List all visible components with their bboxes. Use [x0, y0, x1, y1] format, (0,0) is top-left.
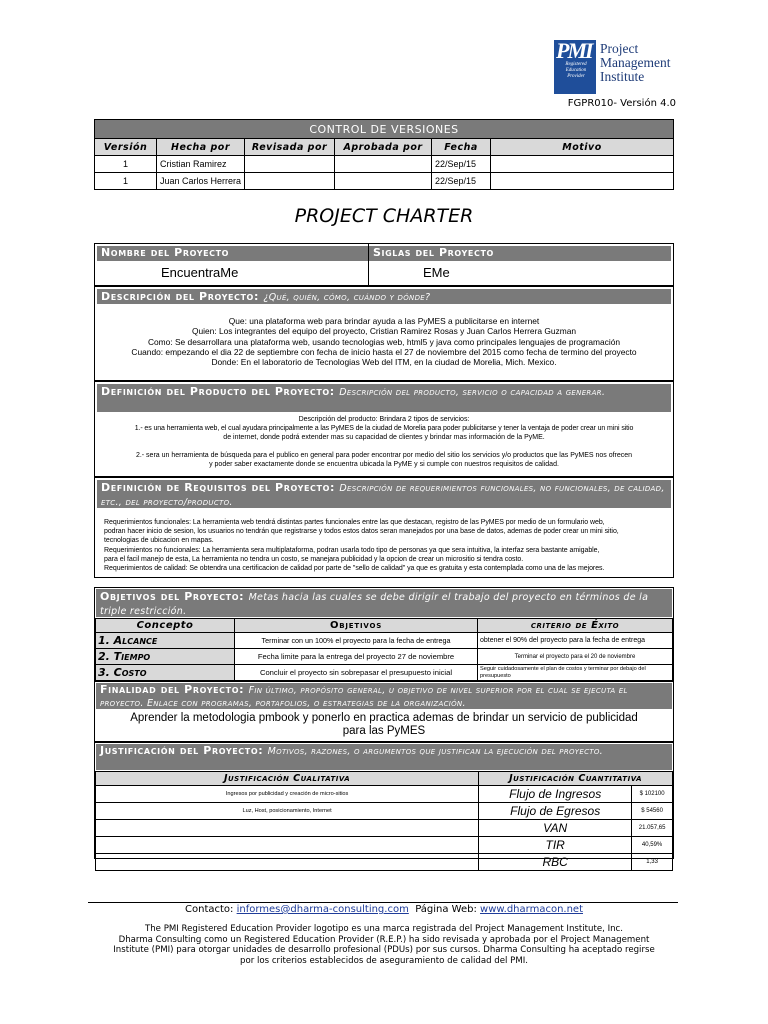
cell-empty: [96, 820, 479, 837]
description-header: [97, 289, 671, 304]
table-row: [96, 786, 673, 803]
requirements-line: Requerimientos de calidad: Se obtendra una certificacion de calidad por parte de "sello de calidad" ya que es gratuita y esta contemplada como una de las mejores.: [104, 565, 605, 573]
requirements-line: Requerimientos no funcionales: La herramienta sera multiplataforma, podran usarla todo tipo de personas ya que sera intuitiva, la interfaz sera bastante amigable,: [104, 546, 600, 554]
product-definition-block: [94, 381, 674, 477]
cell-objetivo: Terminar con un 100% el proyecto para la fecha de entrega: [235, 633, 478, 649]
product-line: 1.- es una herramienta web, el cual ayudara principalmente a las PyMES de la ciudad de Morelia para poder publicitarse y tener la ventaja de poder crear un mini sitio: [134, 425, 634, 432]
project-name-block: [94, 243, 674, 286]
col-cualitativa: Justificación Cualitativa: [96, 772, 479, 786]
col-version: Versión: [95, 139, 157, 156]
product-line: 2.- sera un herramienta de búsqueda para el publico en general para poder encontrar por medio del sitio los servicios y/o productos que las PyMES nos ofrecen: [135, 452, 633, 459]
purpose-label: Finalidad del Proyecto:: [100, 683, 245, 696]
col-concepto: Concepto: [96, 619, 235, 633]
version-control-title: CONTROL DE VERSIONES: [95, 120, 674, 139]
description-label: Descripción del Proyecto:: [101, 290, 259, 303]
cell-indicator-value: 21.057,65: [632, 820, 673, 837]
document-code: FGPR010- Versión 4.0: [567, 98, 676, 109]
project-acronym-value: EMe: [423, 265, 450, 280]
table-row: [96, 633, 673, 649]
legal-line: Institute (PMI) para otorgar unidades de desarrollo profesional (PDUs) por sus cursos. Dharma Consulting ha aceptado regirse: [113, 945, 655, 955]
project-acronym-label: Siglas del Proyecto: [369, 246, 671, 261]
product-body: [95, 415, 673, 469]
col-cuantitativa: Justificación Cuantitativa: [479, 772, 673, 786]
cell-hecha: Juan Carlos Herrera: [157, 173, 245, 190]
justification-header: [96, 744, 672, 770]
purpose-body: [95, 712, 673, 737]
footer-legal: [0, 924, 768, 966]
requirements-block: [94, 477, 674, 578]
objectives-table: [95, 618, 673, 681]
product-line: de internet, donde podrá extender mas su capacidad de clientes y brindar mas información de la PyME.: [223, 434, 545, 441]
web-label: Página Web:: [415, 904, 477, 915]
description-line: Como: Se desarrollara una plataforma web, usando tecnologias web, html5 y java como principales lenguajes de programación: [147, 336, 621, 347]
cell-indicator: RBC: [479, 854, 632, 871]
product-line: Descripción del producto: Brindara 2 tipos de servicios:: [298, 416, 470, 423]
cell-concepto: 1. Alcance: [96, 633, 235, 649]
project-description-block: [94, 286, 674, 381]
col-criterio: criterio de Éxito: [478, 619, 673, 633]
pmi-mark-subtext: Registered Education Provider: [565, 62, 587, 79]
col-revisada-por: Revisada por: [245, 139, 335, 156]
product-header: [97, 384, 671, 412]
project-name-label: Nombre del Proyecto: [97, 246, 371, 261]
product-label: Definición del Producto del Proyecto:: [101, 385, 335, 398]
justification-block: [94, 742, 674, 869]
cell-indicator-value: 1,33: [632, 854, 673, 871]
objectives-block: [94, 587, 674, 681]
cell-version: 1: [95, 173, 157, 190]
cell-indicator-value: $ 102100: [632, 786, 673, 803]
table-row: [96, 649, 673, 665]
divider: [368, 244, 369, 285]
cell-indicator-value: $ 54560: [632, 803, 673, 820]
contact-label: Contacto:: [185, 904, 234, 915]
cell-concepto: 3. Costo: [96, 665, 235, 681]
description-line: Cuando: empezando el dia 22 de septiembre con fecha de inicio hasta el 27 de noviembre del 2015 como fecha de termino del proyecto: [131, 346, 637, 357]
description-body: [95, 316, 673, 367]
cell-fecha: 22/Sep/15: [432, 173, 491, 190]
requirements-hint: Descripción de requerimientos funcionales, no funcionales, de calidad, etc., del proyecto/producto.: [101, 483, 665, 508]
logo-line-3: Institute: [600, 69, 645, 84]
cell-criterio: Seguir cuidadosamente el plan de costos y terminar por debajo del presupuesto: [478, 665, 673, 681]
cell-criterio: Terminar el proyecto para el 20 de noviembre: [478, 649, 673, 665]
cell-concepto: 2. Tiempo: [96, 649, 235, 665]
pmi-mark: [554, 40, 596, 94]
requirements-header: [97, 480, 671, 508]
cell-objetivo: Fecha limite para la entrega del proyecto 27 de noviembre: [235, 649, 478, 665]
col-motivo: Motivo: [491, 139, 674, 156]
cell-aprobada: [335, 173, 432, 190]
cell-indicator: TIR: [479, 837, 632, 854]
legal-line: por los criterios establecidos de aseguramiento de calidad del PMI.: [239, 955, 529, 966]
product-line: y poder saber exactamente donde se encuentra ubicada la PyME y si cumple con nuestros requisitos de calidad.: [209, 461, 559, 468]
purpose-header: [96, 683, 672, 709]
version-control-table: [94, 119, 674, 190]
pmi-mark-text: PMI: [556, 38, 592, 63]
product-hint: Descripción del producto, servicio o capacidad a generar.: [339, 387, 606, 398]
requirements-line: tecnologias de ubicacion en mapas.: [104, 537, 214, 545]
logo-line-2: Management: [600, 55, 671, 70]
table-row: [96, 854, 673, 871]
project-name-value: EncuentraMe: [161, 265, 239, 280]
col-aprobada-por: Aprobada por: [335, 139, 432, 156]
cell-indicator: Flujo de Egresos: [479, 803, 632, 820]
table-row: [96, 837, 673, 854]
cell-revisada: [245, 173, 335, 190]
description-line: Donde: En el laboratorio de Tecnologias Web del ITM, en la ciudad de Morelia, Mich. Mexico.: [211, 357, 557, 368]
requirements-line: Requerimientos funcionales: La herramienta web tendrá distintas partes funcionales entre las que destacan, registro de las PyMES por medio de un formulario web,: [104, 519, 605, 526]
cell-indicator: Flujo de Ingresos: [479, 786, 632, 803]
pmi-logo-text: [600, 42, 670, 84]
logo-line-1: Project: [600, 41, 639, 56]
table-row: [95, 173, 674, 190]
requirements-body: [95, 510, 673, 573]
website-link[interactable]: www.dharmacon.net: [480, 904, 583, 915]
cell-aprobada: [335, 156, 432, 173]
cell-cualitativa: Luz, Host, posicionamiento, Internet: [96, 803, 479, 820]
cell-motivo: [491, 173, 674, 190]
cell-cualitativa: Ingresos por publicidad y creación de micro-sitios: [96, 786, 479, 803]
cell-motivo: [491, 156, 674, 173]
legal-line: The PMI Registered Education Provider logotipo es una marca registrada del Project Management Institute, Inc.: [144, 924, 624, 934]
description-line: Quien: Los integrantes del equipo del proyecto, Cristian Ramirez Rosas y Juan Carlos Herrera Guzman: [191, 326, 577, 337]
justification-label: Justificación del Proyecto:: [100, 744, 264, 757]
purpose-block: [94, 681, 674, 742]
description-line: Que: una plataforma web para brindar ayuda a las PyMES a publicitarse en internet: [228, 316, 540, 326]
requirements-line: podran hacer inicio de sesion, los usuarios no tendrán que registrarse y todos estos datos seran manejados por una base de datos, ademas de poder crear un mini sitio,: [104, 528, 619, 536]
pmi-logo: [554, 40, 680, 96]
cell-objetivo: Concluir el proyecto sin sobrepasar el presupuesto inicial: [235, 665, 478, 681]
cell-empty: [96, 837, 479, 854]
cell-fecha: 22/Sep/15: [432, 156, 491, 173]
cell-indicator-value: 40,59%: [632, 837, 673, 854]
table-row: [96, 803, 673, 820]
table-row: [95, 156, 674, 173]
requirements-line: para el facil manejo de esta, La herramienta no tendra un costo, se manejara publicidad y la opcion de crear un micrositio si tendra costo.: [104, 555, 524, 563]
requirements-label: Definición de Requisitos del Proyecto:: [101, 481, 335, 494]
justification-hint: Motivos, razones, o argumentos que justifican la ejecución del proyecto.: [267, 746, 603, 757]
col-fecha: Fecha: [432, 139, 491, 156]
col-hecha-por: Hecha por: [157, 139, 245, 156]
cell-empty: [96, 854, 479, 871]
cell-revisada: [245, 156, 335, 173]
legal-line: Dharma Consulting como un Registered Education Provider (R.E.P.) ha sido revisada y aprobada por el Project Management: [118, 934, 650, 945]
footer-divider: [88, 902, 678, 903]
objectives-header: [96, 589, 672, 617]
table-row: [96, 820, 673, 837]
col-objetivos: Objetivos: [235, 619, 478, 633]
justification-table: [95, 771, 673, 871]
cell-criterio: obtener el 90% del proyecto para la fecha de entrega: [478, 633, 673, 649]
footer-contact: [0, 904, 768, 915]
page-title: PROJECT CHARTER: [294, 205, 474, 227]
description-hint: ¿Qué, quién, cómo, cuándo y dónde?: [263, 292, 431, 303]
objectives-hint: Metas hacia las cuales se debe dirigir el trabajo del proyecto en términos de la triple restricción.: [100, 592, 649, 617]
cell-version: 1: [95, 156, 157, 173]
purpose-line: para las PyMES: [342, 724, 426, 737]
cell-hecha: Cristian Ramirez: [157, 156, 245, 173]
purpose-line: Aprender la metodologia pmbook y ponerlo en practica ademas de brindar un servicio de publicidad: [130, 712, 638, 724]
objectives-label: Objetivos del Proyecto:: [100, 590, 245, 603]
table-row: [96, 665, 673, 681]
contact-email-link[interactable]: informes@dharma-consulting.com: [236, 904, 409, 915]
purpose-hint: Fin último, propósito general, u objetivo de nivel superior por el cual se ejecuta el proyecto. Enlace con programas, portafolios, o estrategias de la organización.: [100, 685, 628, 709]
cell-indicator: VAN: [479, 820, 632, 837]
